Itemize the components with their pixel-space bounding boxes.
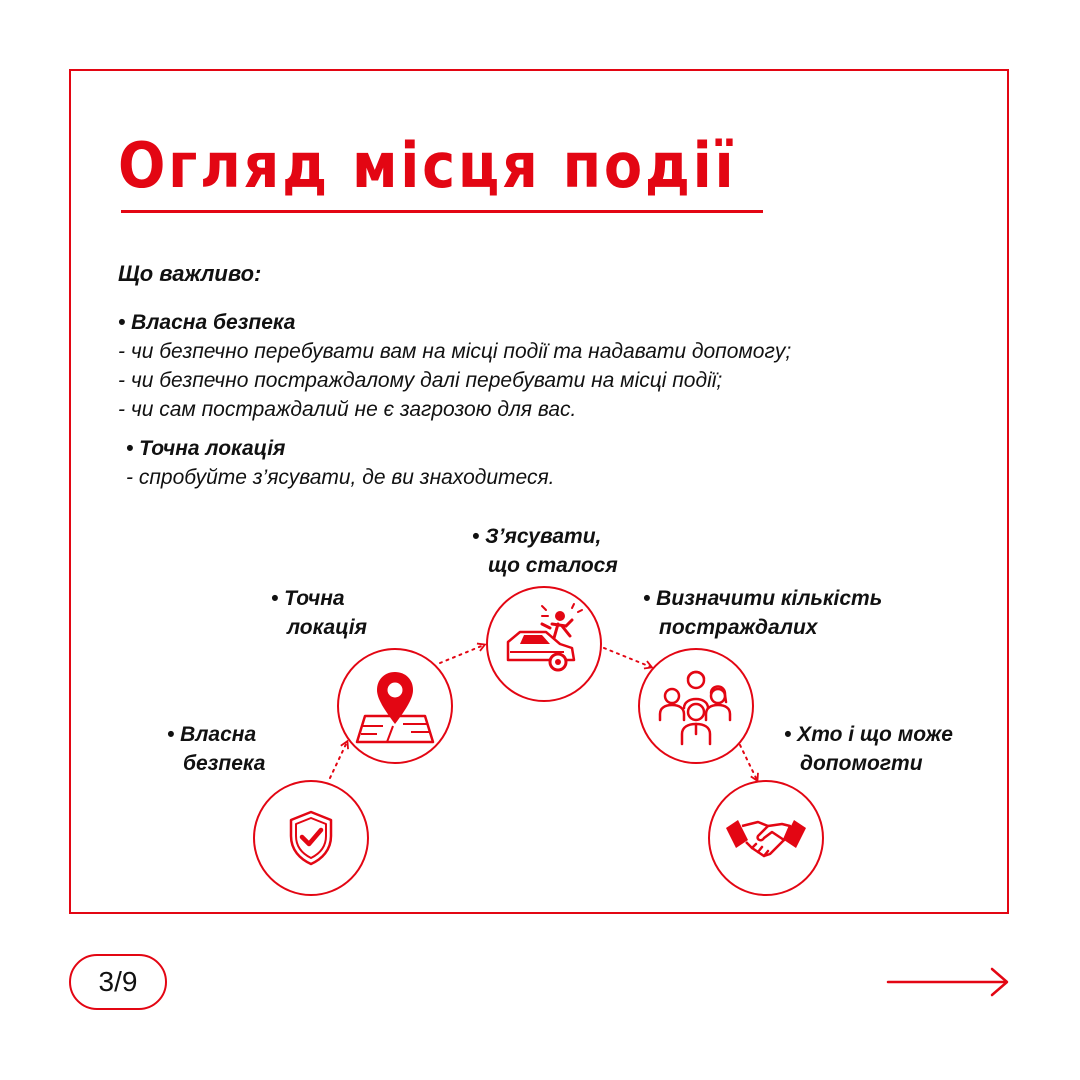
step-circle-own-safety xyxy=(253,780,369,896)
connector-3-4 xyxy=(604,648,651,667)
people-group-icon xyxy=(654,664,738,748)
connector-1-2 xyxy=(330,742,347,778)
section-line: - спробуйте з’ясувати, де ви знаходитеся. xyxy=(126,466,555,489)
step-circle-victims-count xyxy=(638,648,754,764)
step-label-line: • Точна xyxy=(271,587,345,610)
section-line: - чи сам постраждалий не є загрозою для вас. xyxy=(118,398,577,421)
step-label-line: • З’ясувати, xyxy=(472,525,602,548)
step-label-line: • Хто і що може xyxy=(784,723,953,746)
step-label-victims-count xyxy=(643,584,882,642)
handshake-icon xyxy=(724,796,808,880)
step-label-line: що сталося xyxy=(488,554,618,577)
car-accident-icon xyxy=(502,602,586,686)
map-pin-icon xyxy=(353,664,437,748)
intro-heading: Що важливо: xyxy=(118,261,262,286)
section-line: - чи безпечно постраждалому далі перебувати на місці події; xyxy=(118,369,723,392)
section-heading: • Точна локація xyxy=(126,437,286,460)
step-label-line: допомогти xyxy=(800,752,923,775)
step-label-line: локація xyxy=(287,616,367,639)
page-title: Огляд місця події xyxy=(118,129,737,202)
step-label-line: безпека xyxy=(183,752,266,775)
step-label-who-can-help xyxy=(784,720,953,778)
step-circle-location xyxy=(337,648,453,764)
arrow-right-icon[interactable] xyxy=(886,964,1012,1000)
page-indicator: 3/9 xyxy=(69,954,167,1010)
step-label-line: • Визначити кількість xyxy=(643,587,883,610)
step-label-what-happened xyxy=(472,522,618,580)
step-label-line: постраждалих xyxy=(659,616,818,639)
step-label-location xyxy=(271,584,367,642)
step-circle-what-happened xyxy=(486,586,602,702)
step-label-own-safety xyxy=(167,720,265,778)
connector-2-3 xyxy=(440,645,484,663)
section-heading: • Власна безпека xyxy=(118,311,296,334)
step-circle-who-can-help xyxy=(708,780,824,896)
shield-check-icon xyxy=(279,806,343,870)
section-line: - чи безпечно перебувати вам на місці події та надавати допомогу; xyxy=(118,340,792,363)
step-label-line: • Власна xyxy=(167,723,257,746)
connector-4-5 xyxy=(740,745,757,780)
